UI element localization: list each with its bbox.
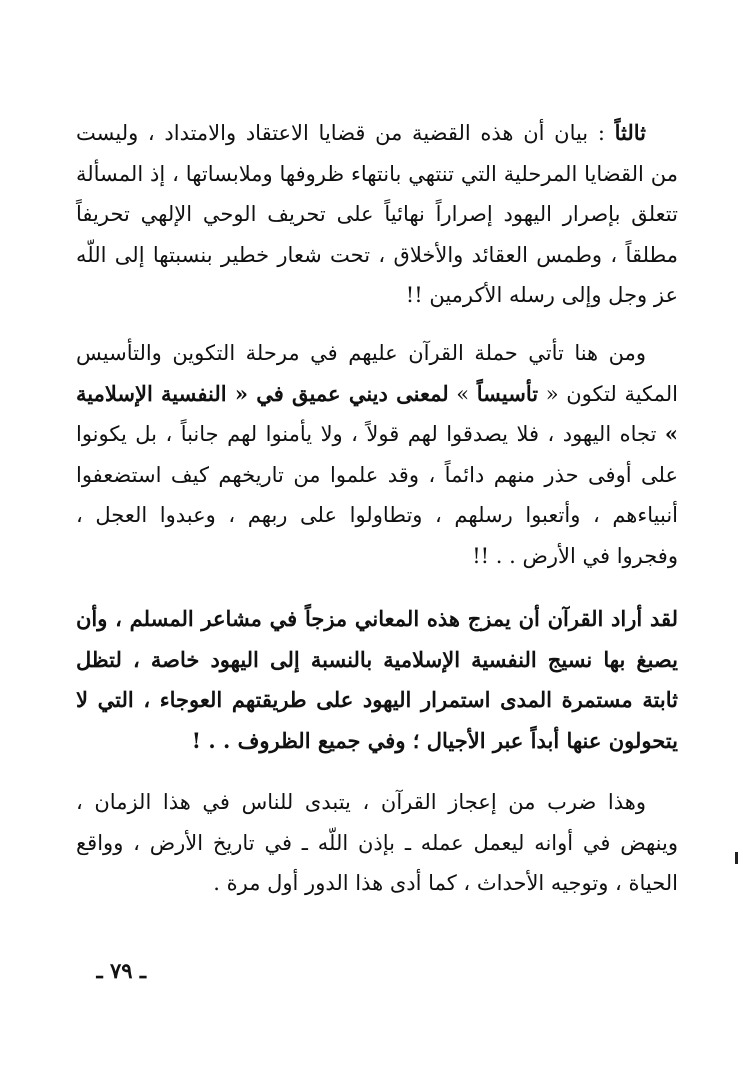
paragraph-text: » [448,381,477,406]
emphasis-foundation: تأسيساً [476,380,539,406]
paragraph-lead-thirdly: ثالثاً [614,120,646,145]
paragraph-text: تجاه اليهود ، فلا يصدقوا لهم قولاً ، ولا يأمنوا لهم جانباً ، بل يكونوا على أوفى حذر منهم دائماً ، وقد علموا من تاريخهم كيف استضعفوا أنبياءهم ، وأتعبوا رسلهم ، وتطاولوا على ربهم ، وعبدوا العجل ، وفجروا في الأرض . . !! [76,422,678,568]
paragraph-quran-intent: لقد أراد القرآن أن يمزج هذه المعاني مزجاً في مشاعر المسلم ، وأن يصبغ بها نسيج النفسية الإسلامية بالنسبة إلى اليهود خاصة ، لتظل ثابتة مستمرة المدى استمرار اليهود على طريقتهم العوجاء ، التي لا يتحولون عنها أبداً عبر الأجيال ؛ وفي جميع الظروف . . ! [76,606,678,753]
paragraph-thirdly [76,113,678,316]
paragraph-miracle: وهذا ضرب من إعجاز القرآن ، يتبدى للناس في هذا الزمان ، وينهض في أوانه ليعمل عمله ـ بإذن اللّه ـ في تاريخ الأرض ، وواقع الحياة ، وتوجيه الأحداث ، كما أدى هذا الدور أول مرة . [76,790,678,895]
page-number: ـ ٧٩ ـ [96,958,146,983]
paragraph-text: : بيان أن هذه القضية من قضايا الاعتقاد والامتداد ، وليست من القضايا المرحلية التي تنتهي بانتهاء ظروفها وملابساتها ، إذ المسألة تتعلق بإصرار اليهود إصراراً نهائياً على تحريف الوحي الإلهي تحريفاً مطلقاً ، وطمس العقائد والأخلاق ، تحت شعار خطير بنسبتها إلى اللّه عز وجل وإلى رسله الأكرمين !! [76,121,678,307]
paragraph-meccan-phase [76,333,678,576]
paragraph-text: ومن هنا تأتي حملة القرآن عليهم في مرحلة التكوين والتأسيس المكية لتكون « [76,341,679,406]
emphasis-islamic-psyche: لمعنى ديني عميق في « النفسية الإسلامية » [76,380,678,446]
